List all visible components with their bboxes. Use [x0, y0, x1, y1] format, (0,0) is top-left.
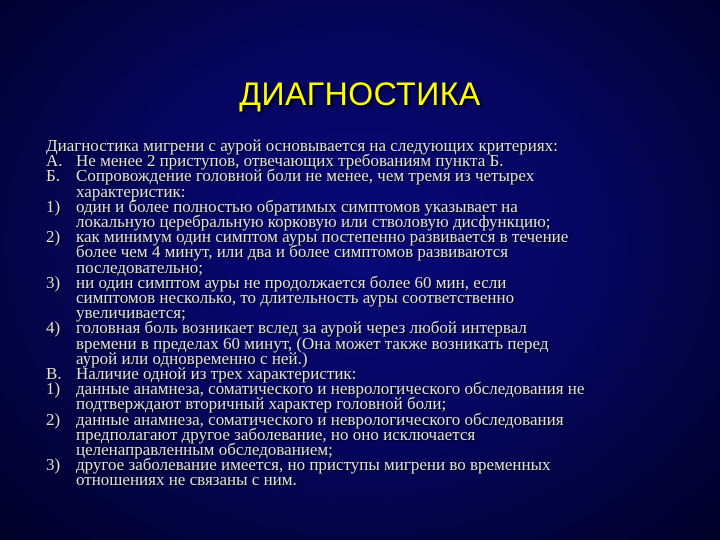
v-item-2-text-2: предполагают другое заболевание, но оно исключается	[76, 424, 476, 444]
b-item-4-text: головная боль возникает вслед за аурой через любой интервал	[76, 318, 527, 338]
b-item-4-text-3: аурой или одновременно с ней.)	[76, 348, 308, 368]
b-item-3-text-2: симптомов несколько, то длительность ауры соответственно	[76, 288, 515, 308]
criterion-a-text: Не менее 2 приступов, отвечающих требованиям пункта Б.	[76, 151, 504, 171]
b-item-1-text-2: локальную церебральную корковую или стволовую дисфункцию;	[76, 212, 551, 232]
criterion-b-text-2: характеристик:	[76, 181, 186, 201]
b-item-3-text: ни один симптом ауры не продолжается более 60 мин, если	[76, 272, 507, 292]
v-item-3-text-2: отношениях не связаны с ним.	[76, 470, 297, 490]
b-item-3-marker: 3)	[46, 272, 61, 292]
slide-title: ДИАГНОСТИКА	[239, 76, 481, 112]
b-item-4-text-2: времени в пределах 60 минут, (Она может также возникать перед	[76, 333, 549, 353]
intro-text: Диагностика мигрени с аурой основывается на следующих критериях:	[46, 136, 558, 155]
b-item-2-text: как минимум один симптом ауры постепенно развивается в течение	[76, 227, 569, 247]
b-item-4-marker: 4)	[46, 318, 61, 338]
b-item-1-marker: 1)	[46, 196, 61, 216]
slide-body	[46, 138, 716, 488]
v-item-2-text: данные анамнеза, соматического и неврологического обследования	[76, 409, 564, 429]
criterion-v-text: Наличие одной из трех характеристик:	[76, 364, 357, 384]
v-item-1-marker: 1)	[46, 379, 61, 399]
v-item-1-text: данные анамнеза, соматического и неврологического обследования не	[76, 379, 585, 399]
criterion-b-marker: Б.	[46, 166, 61, 186]
v-item-1-text-2: подтверждают вторичный характер головной боли;	[76, 394, 447, 414]
v-item-2-marker: 2)	[46, 409, 61, 429]
v-item-3-text: другое заболевание имеется, но приступы мигрени во временных	[76, 455, 551, 475]
v-item-2-text-3: целенаправленным обследованием;	[76, 440, 333, 460]
criterion-b-text: Сопровождение головной боли не менее, чем тремя из четырех	[76, 166, 535, 186]
b-item-2-text-2: более чем 4 минут, или два и более симптомов развиваются	[76, 242, 509, 262]
criterion-v-marker: В.	[46, 364, 62, 384]
v-item-3-marker: 3)	[46, 455, 61, 475]
b-item-1-text: один и более полностью обратимых симптомов указывает на	[76, 196, 518, 216]
v-item-3-continuation	[46, 470, 716, 490]
b-item-2-marker: 2)	[46, 227, 61, 247]
criterion-a-marker: А.	[46, 151, 63, 171]
b-item-3-text-3: увеличивается;	[76, 303, 186, 323]
b-item-2-text-3: последовательно;	[76, 257, 203, 277]
